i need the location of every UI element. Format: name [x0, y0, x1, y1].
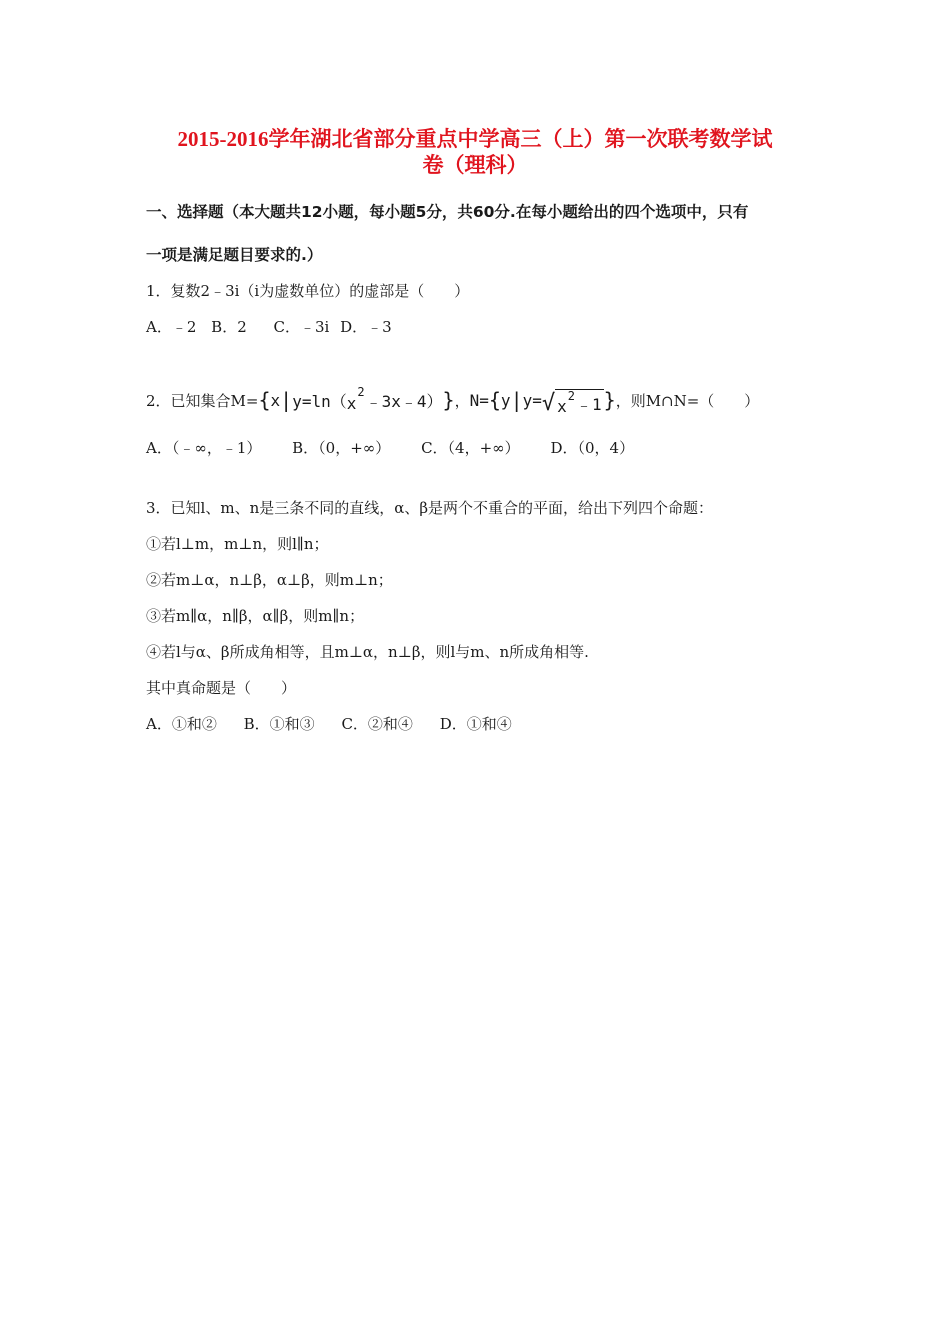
left-brace: {	[258, 388, 271, 412]
set-n-formula	[469, 387, 616, 416]
question-2-options	[146, 437, 648, 458]
set-bar: |	[280, 388, 293, 412]
radicand	[555, 389, 604, 415]
expression-part: ﹣3x﹣4）	[365, 391, 443, 411]
expression-part: y=	[522, 390, 542, 410]
question-1-option-b: B．2	[211, 318, 247, 336]
variable-x: x	[346, 393, 357, 413]
separator: ，	[454, 391, 470, 410]
variable-x: x	[557, 397, 567, 416]
radical-sign-icon: √	[541, 391, 556, 416]
set-bar: |	[510, 388, 523, 412]
question-1-stem: 1．复数2﹣3i（i为虚数单位）的虚部是（ ）	[146, 282, 470, 300]
question-3-options	[146, 713, 526, 734]
square-root	[541, 387, 604, 416]
set-n-label: N=	[469, 390, 489, 410]
question-3-option-b: B．①和③	[243, 715, 315, 733]
exponent: 2	[357, 385, 365, 399]
question-3-stem: 3．已知l、m、n是三条不同的直线，α、β是两个不重合的平面，给出下列四个命题：	[146, 499, 714, 517]
question-1-options	[146, 316, 406, 337]
question-1-option-c: C．﹣3i	[273, 318, 330, 336]
question-3-ask: 其中真命题是（ ）	[146, 679, 297, 697]
question-2-stem	[146, 382, 759, 418]
document-title-line-2: 卷（理科）	[422, 153, 528, 177]
question-1-option-d: D．﹣3	[340, 318, 392, 336]
question-1-option-a: A．﹣2	[146, 318, 197, 336]
question-2-option-d: D．（0，4）	[550, 439, 635, 457]
question-3-proposition-2: ②若m⊥α，n⊥β，α⊥β，则m⊥n；	[146, 571, 393, 589]
question-3-option-c: C．②和④	[341, 715, 413, 733]
right-brace: }	[603, 388, 616, 412]
document-title-line-1: 2015-2016学年湖北省部分重点中学高三（上）第一次联考数学试	[177, 127, 773, 151]
section-heading-line-1: 一、选择题（本大题共12小题，每小题5分，共60分.在每小题给出的四个选项中，只有	[146, 203, 749, 221]
question-3-option-d: D．①和④	[439, 715, 512, 733]
expression-part: ﹣1	[576, 395, 602, 414]
question-2-option-a: A．（﹣∞，﹣1）	[146, 439, 262, 457]
question-3-option-a: A．①和②	[146, 715, 217, 733]
set-variable: x	[270, 390, 281, 410]
question-2-suffix: ，则M∩N=（ ）	[615, 391, 760, 410]
section-heading-line-2: 一项是满足题目要求的.）	[146, 246, 323, 264]
question-2-option-c: C．（4，+∞）	[421, 439, 520, 457]
question-3-proposition-3: ③若m∥α，n∥β，α∥β，则m∥n；	[146, 607, 365, 625]
expression-part: y=ln（	[292, 391, 347, 411]
question-3-proposition-4: ④若l与α、β所成角相等，且m⊥α，n⊥β，则l与m、n所成角相等.	[146, 643, 589, 661]
set-m-formula	[258, 385, 455, 413]
question-2-option-b: B．（0，+∞）	[292, 439, 391, 457]
question-3-proposition-1: ①若l⊥m，m⊥n，则l∥n；	[146, 535, 329, 553]
exponent: 2	[567, 388, 575, 403]
left-brace: {	[488, 388, 501, 412]
set-variable: y	[500, 390, 511, 410]
right-brace: }	[442, 388, 455, 412]
question-2-prefix: 2．已知集合M=	[146, 391, 259, 410]
